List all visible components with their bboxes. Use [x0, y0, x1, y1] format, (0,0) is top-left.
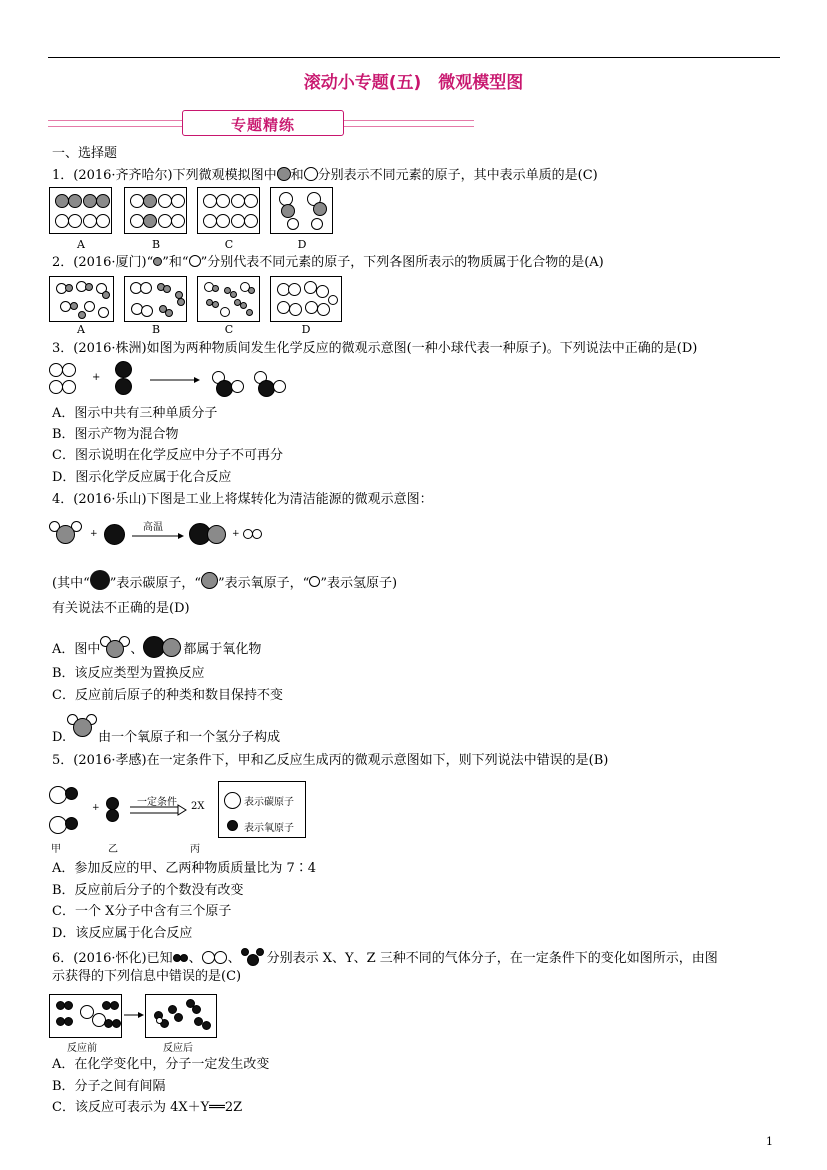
grey-atom-icon	[281, 204, 295, 218]
banner-line-right-2	[342, 126, 474, 127]
black-atom-icon	[64, 1001, 73, 1010]
white-atom-icon	[305, 301, 318, 314]
q3-arrow-icon	[150, 376, 200, 384]
grey-atom-icon	[277, 167, 291, 181]
q5-label-jia: 甲	[51, 844, 61, 855]
q5-legend-oxygen: 表示氧原子	[244, 823, 294, 834]
q5-label-yi: 乙	[108, 844, 118, 855]
q1-panel-d	[270, 187, 333, 234]
white-atom-icon	[202, 951, 215, 964]
white-atom-icon	[316, 285, 329, 298]
q2-text3: ”分别代表不同元素的原子，下列各图所表示的物质属于化合物的是(A)	[200, 255, 604, 270]
white-atom-icon	[252, 529, 262, 539]
q1-text: 1．(2016·齐齐哈尔)下列微观模拟图中	[52, 168, 277, 183]
white-atom-icon	[289, 303, 302, 316]
q3-option-a: A．图示中共有三种单质分子	[52, 406, 218, 421]
white-atom-icon	[171, 214, 185, 228]
q1-label-b: B	[151, 238, 161, 251]
q5-option-c: C．一个 X分子中含有三个原子	[52, 904, 232, 919]
q4-condition: 高温	[143, 522, 163, 533]
header-rule	[48, 57, 780, 58]
q5-condition: 一定条件	[137, 797, 177, 808]
carbon-atom-icon	[90, 570, 110, 590]
white-atom-icon	[231, 380, 244, 393]
q2-label-d: D	[301, 323, 311, 336]
white-atom-icon	[288, 283, 301, 296]
q6-before-label: 反应前	[67, 1043, 97, 1054]
black-atom-icon	[180, 954, 188, 962]
q1-panel-c	[197, 187, 260, 234]
grey-atom-icon	[70, 302, 78, 310]
q4-legend-3: ”表示氧原子，“	[218, 576, 310, 591]
q4-opt-a-3: 都属于氧化物	[183, 642, 262, 657]
q2-panel-a	[49, 276, 114, 322]
grey-atom-icon	[313, 202, 327, 216]
white-atom-icon	[231, 214, 245, 228]
question-1	[52, 167, 598, 185]
q4-opt-d-1: D.	[52, 730, 67, 745]
q1-panel-b	[124, 187, 187, 234]
white-atom-icon	[287, 218, 299, 230]
black-atom-icon	[174, 1013, 183, 1022]
q5-arrow-icon	[130, 805, 186, 817]
q4-opt-a-2: 、	[130, 642, 144, 657]
q6-text2: 、	[188, 951, 202, 966]
q5-option-a: A．参加反应的甲、乙两种物质质量比为 7∶4	[52, 861, 317, 876]
page-title: 滚动小专题(五) 微观模型图	[303, 73, 524, 93]
question-3: 3．(2016·株洲)如图为两种物质间发生化学反应的微观示意图(一种小球代表一种原子)。下列说法中正确的是(D)	[52, 341, 698, 356]
grey-atom-icon	[85, 283, 93, 291]
white-atom-icon	[277, 301, 290, 314]
q6-text4: 分别表示 X、Y、Z 三种不同的气体分子，在一定条件下的变化如图所示，由图	[266, 951, 718, 966]
q4-arrow-icon	[132, 532, 184, 540]
q6-option-b: B．分子之间有间隔	[52, 1079, 166, 1094]
black-atom-icon	[241, 948, 249, 956]
white-atom-icon	[55, 214, 69, 228]
white-atom-icon	[140, 282, 152, 294]
white-atom-icon	[68, 214, 82, 228]
q4-stem: 有关说法不正确的是(D)	[52, 601, 190, 616]
q1-label-d: D	[297, 238, 307, 251]
white-atom-icon	[328, 295, 338, 305]
question-6	[52, 948, 718, 968]
q6-text3: 、	[227, 951, 241, 966]
white-atom-icon	[158, 214, 172, 228]
q2-label-a: A	[77, 323, 85, 336]
q3-option-c: C．图示说明在化学反应中分子不可再分	[52, 448, 283, 463]
q1-panel-a	[49, 187, 112, 234]
white-atom-icon	[62, 363, 76, 377]
q6-after-label: 反应后	[163, 1043, 193, 1054]
q4-legend	[52, 570, 397, 593]
white-atom-icon	[317, 303, 330, 316]
q4-option-c: C．反应前后原子的种类和数目保持不变	[52, 688, 283, 703]
section-heading: 一、选择题	[52, 146, 118, 161]
grey-atom-icon	[55, 194, 69, 208]
black-atom-icon	[65, 787, 78, 800]
grey-atom-icon	[230, 291, 237, 298]
black-atom-icon	[112, 1019, 121, 1028]
grey-atom-icon	[248, 287, 255, 294]
q3-option-d: D．图示化学反应属于化合反应	[52, 470, 232, 485]
white-atom-icon	[98, 307, 109, 318]
white-atom-icon	[158, 194, 172, 208]
white-atom-icon	[244, 214, 258, 228]
q4-option-d	[52, 722, 280, 747]
q6-option-c: C．该反应可表示为 4X＋Y══2Z	[52, 1100, 243, 1115]
q2-text: 2．(2016·厦门)“	[52, 255, 154, 270]
grey-atom-icon	[162, 638, 181, 657]
grey-atom-icon	[163, 285, 171, 293]
banner-label: 专题精练	[230, 116, 295, 134]
page-number: 1	[766, 1135, 773, 1148]
black-atom-icon	[227, 820, 238, 831]
water-molecule-icon	[66, 722, 98, 744]
oxygen-atom-icon	[201, 572, 218, 589]
section-banner	[182, 110, 344, 136]
black-atom-icon	[106, 809, 119, 822]
grey-atom-icon	[177, 298, 185, 306]
grey-atom-icon	[143, 214, 157, 228]
q6-after-panel	[145, 994, 217, 1038]
white-atom-icon	[189, 255, 201, 267]
q6-stem-2: 示获得的下列信息中错误的是(C)	[52, 969, 242, 984]
grey-atom-icon	[165, 309, 173, 317]
q6-text: 6．(2016·怀化)已知	[52, 951, 173, 966]
banner-line-left-2	[48, 126, 182, 127]
hydrogen-atom-icon	[309, 576, 320, 587]
y-molecule-icon	[202, 951, 228, 964]
white-atom-icon	[49, 380, 63, 394]
white-atom-icon	[130, 214, 144, 228]
q2-panel-d	[270, 276, 342, 322]
q5-legend-box	[218, 781, 306, 838]
q5-label-bing: 丙	[190, 844, 200, 855]
q6-before-panel	[49, 994, 122, 1038]
white-atom-icon	[244, 194, 258, 208]
q5-product: 2X	[191, 801, 205, 812]
question-4: 4．(2016·乐山)下图是工业上将煤转化为清洁能源的微观示意图：	[52, 492, 433, 507]
black-atom-icon	[202, 1021, 211, 1030]
q4-legend-2: ”表示碳原子，“	[109, 576, 202, 591]
black-atom-icon	[192, 1005, 201, 1014]
q4-option-b: B．该反应类型为置换反应	[52, 666, 205, 681]
water-molecule-icon	[100, 636, 130, 658]
q3-option-b: B．图示产物为混合物	[52, 427, 179, 442]
q6-option-a: A．在化学变化中，分子一定发生改变	[52, 1057, 270, 1072]
white-atom-icon	[84, 301, 95, 312]
grey-atom-icon	[78, 311, 86, 319]
q2-panel-b	[124, 276, 187, 322]
grey-atom-icon	[207, 525, 226, 544]
black-atom-icon	[110, 1001, 119, 1010]
q2-panel-c	[197, 276, 260, 322]
white-atom-icon	[214, 951, 227, 964]
q5-option-b: B．反应前后分子的个数没有改变	[52, 883, 244, 898]
white-atom-icon	[311, 218, 323, 230]
q4-option-a	[52, 636, 261, 659]
grey-atom-icon	[240, 302, 247, 309]
white-atom-icon	[83, 214, 97, 228]
white-atom-icon	[224, 792, 241, 809]
white-atom-icon	[130, 194, 144, 208]
white-atom-icon	[203, 214, 217, 228]
white-atom-icon	[220, 307, 230, 317]
z-molecule-icon	[241, 948, 267, 968]
q2-label-b: B	[151, 323, 161, 336]
white-atom-icon	[203, 194, 217, 208]
white-atom-icon	[216, 194, 230, 208]
white-atom-icon	[216, 214, 230, 228]
white-atom-icon	[156, 1017, 163, 1024]
q1-label-a: A	[77, 238, 85, 251]
q4-opt-a-1: A．图中	[52, 642, 101, 657]
white-atom-icon	[273, 380, 286, 393]
black-atom-icon	[65, 817, 78, 830]
co-molecule-icon	[143, 636, 183, 658]
white-atom-icon	[62, 380, 76, 394]
white-atom-icon	[231, 194, 245, 208]
grey-atom-icon	[96, 194, 110, 208]
q4-legend-4: ”表示氢原子)	[320, 576, 398, 591]
black-atom-icon	[247, 954, 259, 966]
q1-text3: 分别表示不同元素的原子，其中表示单质的是(C)	[317, 168, 598, 183]
grey-atom-icon	[68, 194, 82, 208]
grey-atom-icon	[73, 718, 92, 737]
grey-atom-icon	[83, 194, 97, 208]
q6-arrow-icon	[124, 1011, 144, 1019]
x-molecule-icon	[173, 954, 189, 962]
black-atom-icon	[104, 524, 125, 545]
grey-atom-icon	[106, 640, 124, 658]
black-atom-icon	[115, 361, 132, 378]
q1-text2: 和	[290, 168, 304, 183]
grey-atom-icon	[153, 257, 162, 266]
black-atom-icon	[64, 1017, 73, 1026]
grey-atom-icon	[65, 284, 73, 292]
grey-atom-icon	[212, 285, 219, 292]
black-atom-icon	[115, 378, 132, 395]
white-atom-icon	[96, 214, 110, 228]
grey-atom-icon	[246, 309, 253, 316]
white-atom-icon	[49, 363, 63, 377]
q5-option-d: D．该反应属于化合反应	[52, 926, 193, 941]
banner-line-right	[342, 120, 474, 121]
grey-atom-icon	[56, 525, 75, 544]
q5-legend-carbon: 表示碳原子	[244, 797, 294, 808]
q2-text2: ”和“	[162, 255, 189, 270]
white-atom-icon	[141, 305, 153, 317]
q1-label-c: C	[224, 238, 234, 251]
q4-opt-d-2: 由一个氧原子和一个氢分子构成	[98, 730, 281, 745]
banner-line-left	[48, 120, 182, 121]
question-2	[52, 254, 604, 272]
grey-atom-icon	[143, 194, 157, 208]
grey-atom-icon	[212, 301, 219, 308]
q4-legend-1: (其中“	[52, 576, 90, 591]
white-atom-icon	[304, 167, 318, 181]
q2-label-c: C	[224, 323, 234, 336]
question-5: 5．(2016·孝感)在一定条件下，甲和乙反应生成丙的微观示意图如下，则下列说法中错误的是(B)	[52, 753, 609, 768]
white-atom-icon	[171, 194, 185, 208]
grey-atom-icon	[102, 291, 110, 299]
